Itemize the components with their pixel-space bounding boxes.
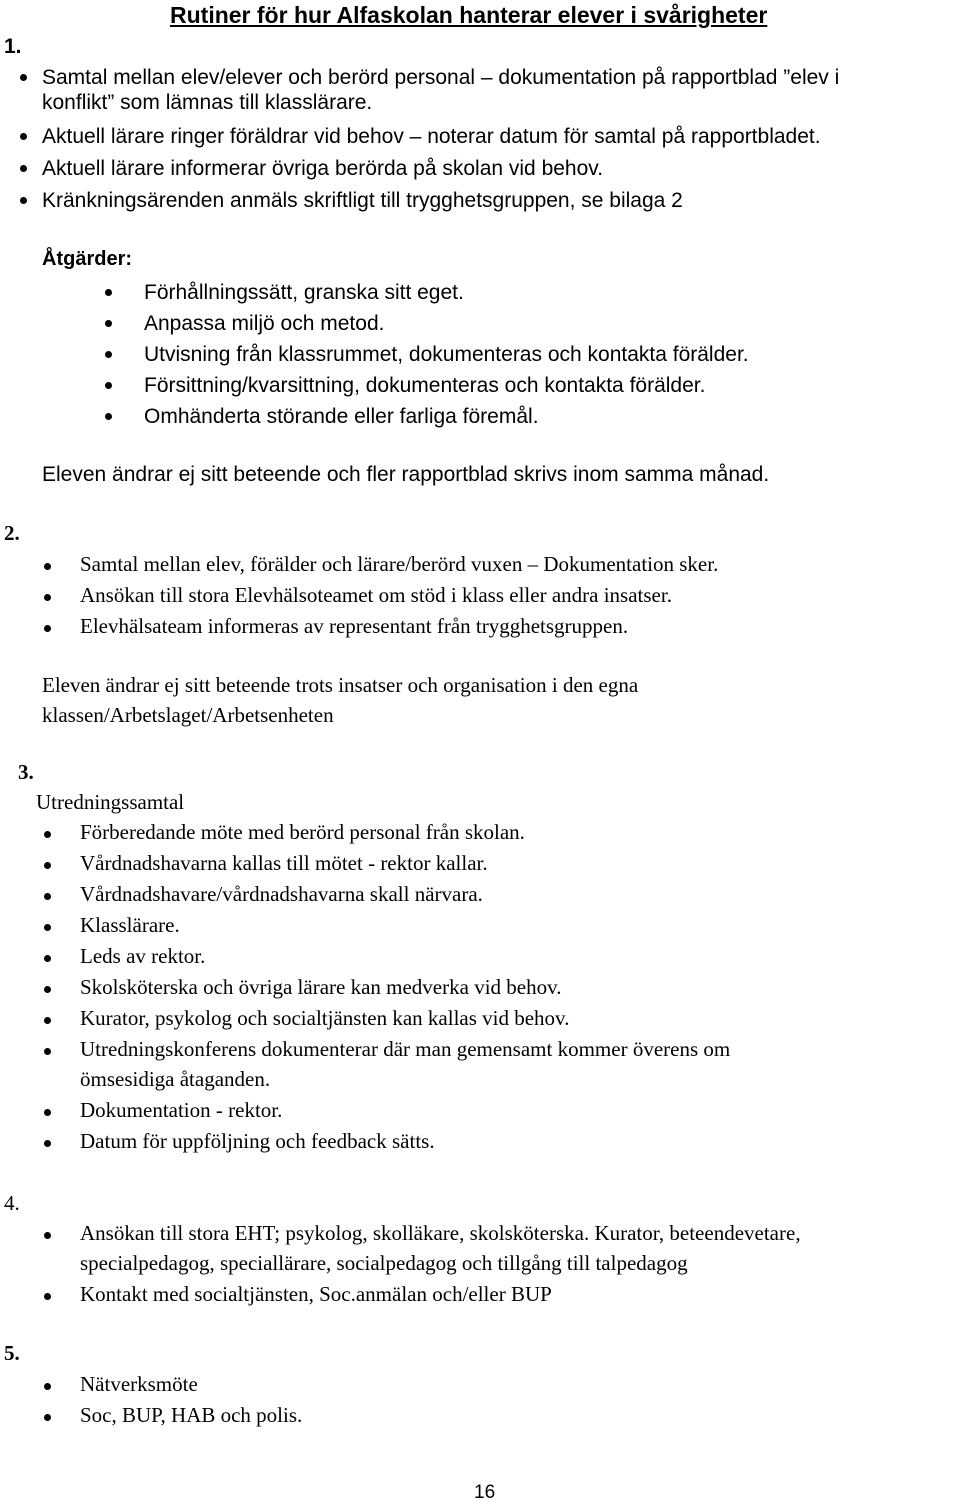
bullet-icon bbox=[44, 1017, 51, 1024]
bullet-icon bbox=[105, 382, 112, 389]
section-1-note: Eleven ändrar ej sitt beteende och fler rapportblad skrivs inom samma månad. bbox=[42, 463, 770, 486]
bullet-icon bbox=[105, 320, 112, 327]
list-item: Leds av rektor. bbox=[80, 944, 206, 968]
list-item: Soc, BUP, HAB och polis. bbox=[80, 1403, 303, 1427]
list-item: Klasslärare. bbox=[80, 913, 180, 937]
section-2-note: Eleven ändrar ej sitt beteende trots insatser och organisation i den egna bbox=[42, 673, 639, 697]
list-item: Ansökan till stora Elevhälsoteamet om stöd i klass eller andra insatser. bbox=[80, 583, 672, 607]
bullet-icon bbox=[20, 74, 27, 81]
list-item: Samtal mellan elev, förälder och lärare/berörd vuxen – Dokumentation sker. bbox=[80, 552, 719, 576]
list-item: Utvisning från klassrummet, dokumenteras och kontakta förälder. bbox=[144, 343, 749, 366]
list-item: Datum för uppföljning och feedback sätts. bbox=[80, 1129, 435, 1153]
list-item: Dokumentation - rektor. bbox=[80, 1098, 283, 1122]
list-item-continued: konflikt” som lämnas till klasslärare. bbox=[42, 91, 373, 114]
list-item: Kontakt med socialtjänsten, Soc.anmälan och/eller BUP bbox=[80, 1282, 552, 1306]
list-item: Försittning/kvarsittning, dokumenteras och kontakta förälder. bbox=[144, 374, 706, 397]
bullet-icon bbox=[44, 1414, 51, 1421]
list-item: Utredningskonferens dokumenterar där man gemensamt kommer överens om bbox=[80, 1037, 731, 1061]
bullet-icon bbox=[44, 924, 51, 931]
list-item: Aktuell lärare informerar övriga berörda på skolan vid behov. bbox=[42, 157, 604, 180]
list-item: Vårdnadshavarna kallas till mötet - rektor kallar. bbox=[80, 851, 488, 875]
list-item: Skolsköterska och övriga lärare kan medverka vid behov. bbox=[80, 975, 562, 999]
list-item-continued: ömsesidiga åtaganden. bbox=[80, 1067, 271, 1091]
list-item: Samtal mellan elev/elever och berörd personal – dokumentation på rapportblad ”elev i bbox=[42, 66, 840, 89]
bullet-icon bbox=[44, 862, 51, 869]
list-item: Omhänderta störande eller farliga föremål. bbox=[144, 405, 539, 428]
bullet-icon bbox=[44, 1048, 51, 1055]
list-item: Förberedande möte med berörd personal från skolan. bbox=[80, 820, 525, 844]
list-item: Elevhälsateam informeras av representant från trygghetsgruppen. bbox=[80, 614, 629, 638]
bullet-icon bbox=[44, 986, 51, 993]
section-4-number: 4. bbox=[4, 1191, 20, 1215]
bullet-icon bbox=[44, 1109, 51, 1116]
list-item: Aktuell lärare ringer föräldrar vid behov – noterar datum för samtal på rapportbladet. bbox=[42, 125, 821, 148]
section-2-note-continued: klassen/Arbetslaget/Arbetsenheten bbox=[42, 703, 334, 727]
bullet-icon bbox=[44, 594, 51, 601]
list-item: Nätverksmöte bbox=[80, 1372, 198, 1396]
bullet-icon bbox=[20, 133, 27, 140]
list-item: Förhållningssätt, granska sitt eget. bbox=[144, 281, 464, 304]
list-item: Kurator, psykolog och socialtjänsten kan kallas vid behov. bbox=[80, 1006, 570, 1030]
list-item-continued: specialpedagog, speciallärare, socialpedagog och tillgång till talpedagog bbox=[80, 1251, 688, 1275]
bullet-icon bbox=[44, 1140, 51, 1147]
page-title: Rutiner för hur Alfaskolan hanterar elever i svårigheter bbox=[170, 2, 768, 28]
page-number: 16 bbox=[474, 1482, 496, 1503]
bullet-icon bbox=[44, 625, 51, 632]
bullet-icon bbox=[44, 1383, 51, 1390]
list-item: Kränkningsärenden anmäls skriftligt till trygghetsgruppen, se bilaga 2 bbox=[42, 189, 683, 212]
bullet-icon bbox=[44, 893, 51, 900]
section-3-number: 3. bbox=[18, 760, 34, 784]
bullet-icon bbox=[20, 165, 27, 172]
bullet-icon bbox=[105, 413, 112, 420]
section-2-number: 2. bbox=[4, 521, 20, 545]
list-item: Ansökan till stora EHT; psykolog, skolläkare, skolsköterska. Kurator, beteendevetare, bbox=[80, 1221, 801, 1245]
bullet-icon bbox=[44, 563, 51, 570]
bullet-icon bbox=[105, 351, 112, 358]
list-item: Anpassa miljö och metod. bbox=[144, 312, 385, 335]
bullet-icon bbox=[44, 955, 51, 962]
list-item: Vårdnadshavare/vårdnadshavarna skall närvara. bbox=[80, 882, 483, 906]
bullet-icon bbox=[105, 289, 112, 296]
section-5-number: 5. bbox=[4, 1341, 20, 1365]
section-1-number: 1. bbox=[4, 35, 22, 58]
bullet-icon bbox=[20, 197, 27, 204]
section-3-heading: Utredningssamtal bbox=[36, 790, 185, 814]
bullet-icon bbox=[44, 1293, 51, 1300]
bullet-icon bbox=[44, 1232, 51, 1239]
atgarder-heading: Åtgärder: bbox=[42, 248, 133, 270]
bullet-icon bbox=[44, 831, 51, 838]
